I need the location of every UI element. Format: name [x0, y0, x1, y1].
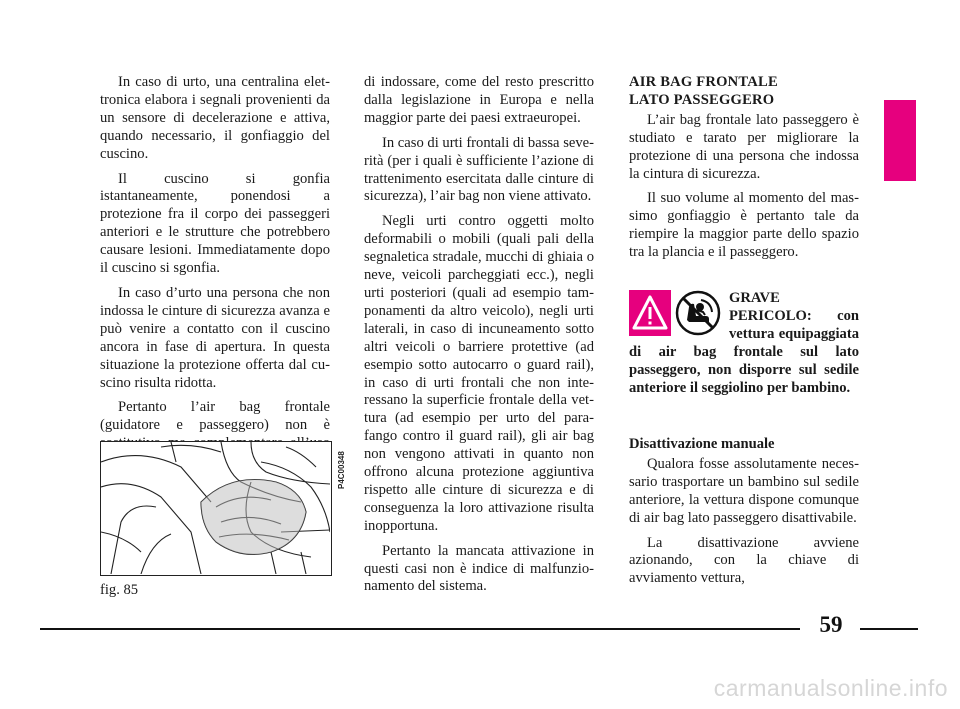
paragraph: In caso di urti frontali di bassa severità (per i quali è sufficiente l’azione di trattenimento esercitata dalle cinture di sicurezza), l’air bag non viene attivato.: [364, 134, 594, 205]
paragraph: Negli urti contro oggetti molto deformabili o mobili (quali pali della segnaletica stradale, mucchi di ghiaia o neve, veicoli parcheggiati ecc.), negli urti posteriori (quali ad esempio tamponamenti da altro veicolo), negli urti laterali, in caso di incuneamento sotto altri veicoli o barriere protettive (ad esempio sotto autocarro o guard rail), in caso di urti frontali che non interessano la superficie frontale della vettura (ad esempio per urto del parafango contro il guard rail), gli air bag non vengono attivati in quanto non offrono alcuna protezione aggiuntiva rispetto alle cinture di sicurezza e di conseguenza la loro attivazione risulta inopportuna.: [364, 213, 594, 534]
figure-code: P4C00348: [337, 451, 346, 489]
danger-warning: [629, 290, 859, 397]
page-number: 59: [819, 612, 843, 637]
warning-triangle-icon: [629, 290, 671, 336]
heading-line: AIR BAG FRONTALE: [629, 74, 778, 90]
paragraph: Il cuscino si gonfia istantaneamente, ponendosi a protezione fra il corpo dei passeggeri anteriori e le strutture che potrebbero causare lesioni. Immediatamente dopo il cuscino si sgonfia.: [100, 170, 330, 277]
paragraph: Qualora fosse assolutamente necessario trasportare un bambino sul sedile anteriore, la vettura dispone comunque di air bag lato passeggero disattivabile.: [629, 455, 859, 526]
airbag-illustration-icon: [101, 442, 330, 574]
column-1: [100, 74, 330, 496]
section-tab-marker: [884, 100, 916, 181]
paragraph: Pertanto la mancata attivazione in questi casi non è indice di malfunzionamento del sistema.: [364, 542, 594, 595]
paragraph: Il suo volume al momento del massimo gonfiaggio è pertanto tale da riempire la maggior parte dello spazio tra la plancia e il passeggero.: [629, 190, 859, 261]
no-child-seat-icon: [675, 290, 721, 336]
column-2: [364, 74, 594, 603]
paragraph: In caso d’urto una persona che non indossa le cinture di sicurezza avanza e può venire a contatto con il cuscino ancora in fase di apertura. In questa situazione la protezione offerta dal cuscino risulta ridotta.: [100, 284, 330, 391]
figure-airbag-illustration: [100, 441, 332, 576]
figure-caption: fig. 85: [100, 582, 139, 598]
paragraph: La disattivazione avviene azionando, con la chiave di avviamento vettura,: [629, 534, 859, 587]
section-heading: [629, 74, 859, 110]
footer-rule-right: [860, 628, 918, 630]
section-subheading: Disattivazione manuale: [629, 436, 775, 452]
paragraph: L’air bag frontale lato passeggero è studiato e tarato per migliorare la protezione di una persona che indossa la cintura di sicurezza.: [629, 111, 859, 182]
warning-text: GRAVE PERICOLO: con vettura equipaggiata di air bag frontale sul lato passeggero, non disporre sul sedile anteriore il seggiolino per bambino.: [629, 290, 859, 396]
heading-line: LATO PASSEGGERO: [629, 91, 775, 108]
footer-rule: [40, 628, 800, 630]
paragraph-continuation: di indossare, come del resto prescritto dalla legislazione in Europa e nella maggior parte dei paesi extraeuropei.: [364, 74, 594, 126]
watermark: carmanualsonline.info: [713, 675, 948, 701]
warning-icons: [629, 290, 721, 338]
column-3: [629, 74, 859, 269]
manual-deactivation-section: [629, 436, 859, 595]
paragraph: Pertanto l’air bag frontale (guidatore e passeggero) non è: [100, 399, 330, 434]
paragraph: In caso di urto, una centralina elettronica elabora i segnali provenienti da un sensore di decelerazione e attiva, quando necessario, il gonfiaggio del cuscino.: [100, 74, 330, 162]
